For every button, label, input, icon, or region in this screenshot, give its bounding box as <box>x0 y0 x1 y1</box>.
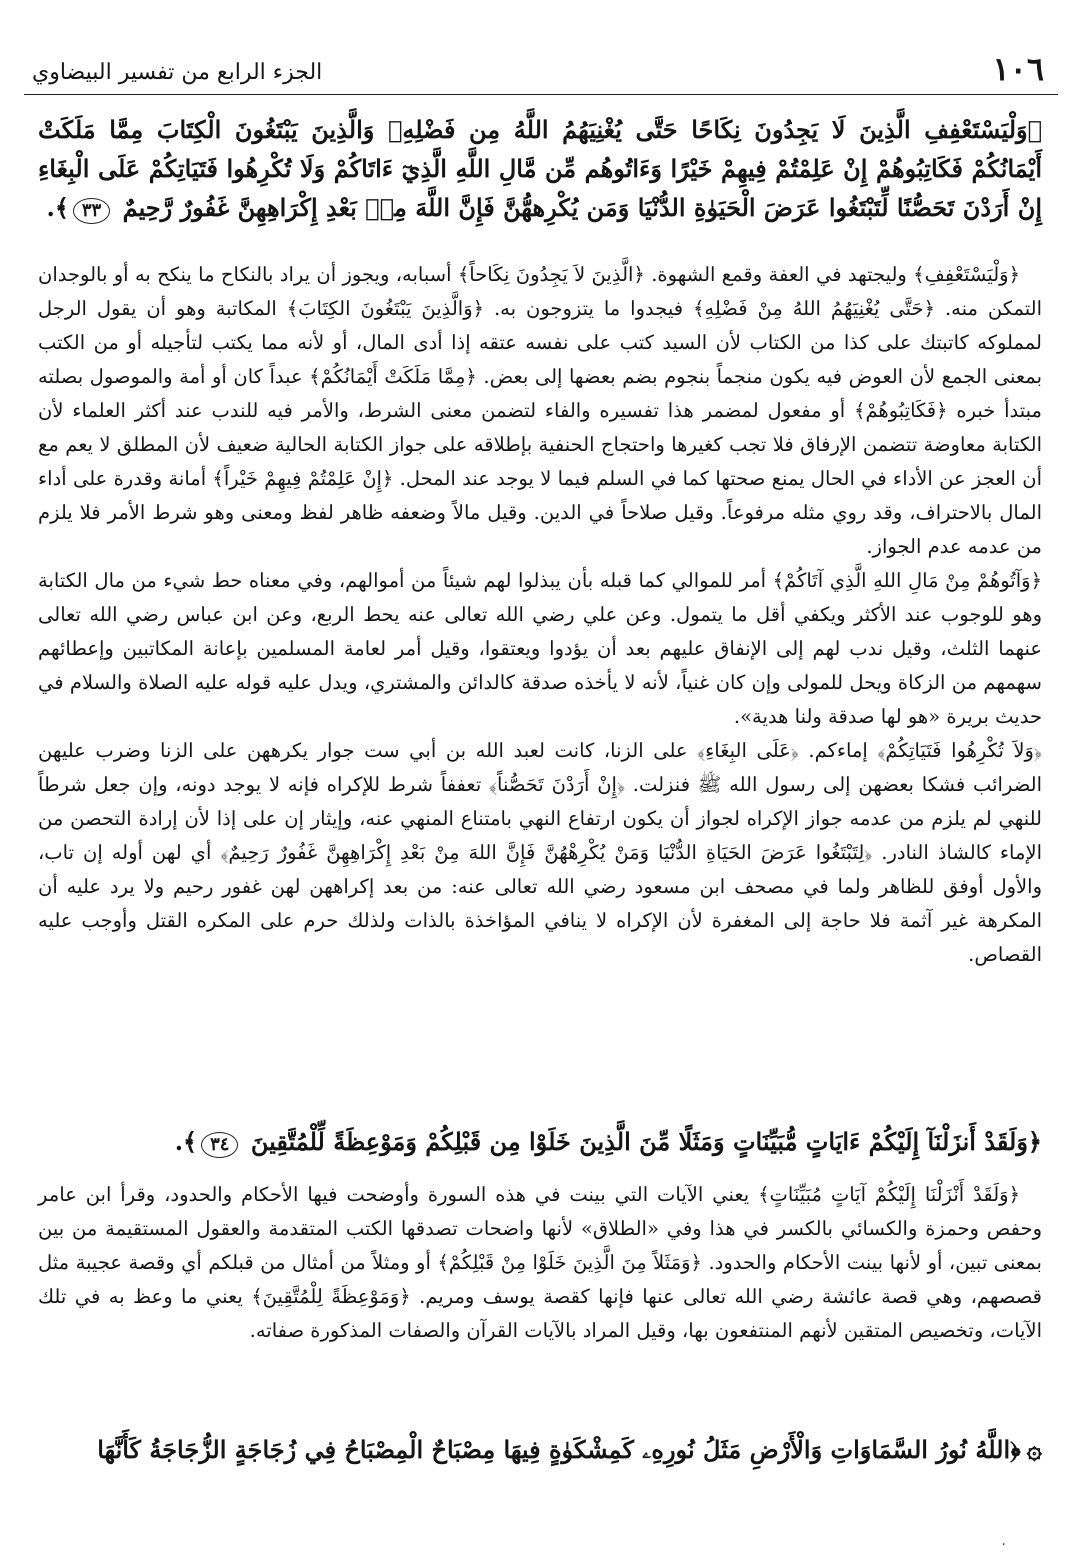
commentary-paragraph: ﴿وَلَقَدْ أَنْزَلْنَا إِلَيْكُمْ آيَاتٍ مُبَيِّنَاتٍ﴾ يعني الآيات التي بينت في هذه السورة وأوضحت فيها الأحكام والحدود، وقرأ ابن عامر وحفص وحمزة والكسائي بالكسر في هذا وفي «الطلاق» لأنها واضحات تصدقها الكتب المتقدمة والعقول المستقيمة من بين بمعنى تبين، أو لأنها بينت الأحكام والحدود. ﴿وَمَثَلاً مِنَ الَّذِينَ خَلَوْا مِنْ قَبْلِكُمْ﴾ أو ومثلاً من أمثال من قبلكم أي وقصة عجيبة مثل قصصهم، وهي قصة عائشة رضي الله تعالى عنها فإنها كقصة يوسف ومريم. ﴿وَمَوْعِظَةً لِلْمُتَّقِينَ﴾ يعني ما وعظ به في تلك الآيات، وتخصيص المتقين لأنهم المنتفعون بها، وقيل المراد بالآيات القرآن والصفات المذكورة صفاته. <box>38 1183 1042 1342</box>
verse-35 <box>38 1430 1042 1469</box>
verse-34-close: ﴾. <box>174 1127 198 1156</box>
ayah-number-marker: ٣٤ <box>201 1132 238 1158</box>
scan-mark: · <box>1001 1537 1006 1553</box>
page-number: ١٠٦ <box>992 50 1044 88</box>
commentary-34 <box>38 1178 1042 1348</box>
verse-34-text: ﴿وَلَقَدْ أَنزَلْنَآ إِلَيْكُمْ ءَايَاتٍ مُّبَيِّنَاتٍ وَمَثَلًا مِّنَ الَّذِينَ خَلَوْا مِن قَبْلِكُمْ وَمَوْعِظَةً لِّلْمُتَّقِينَ <box>250 1127 1042 1156</box>
ayah-number-marker: ٣٣ <box>73 198 110 224</box>
commentary-paragraph: ﴿وَلْيَسْتَعْفِفِ﴾ وليجتهد في العفة وقمع الشهوة. ﴿الَّذِينَ لاَ يَجِدُونَ نِكَاحاً﴾ أسبابه، ويجوز أن يراد بالنكاح ما ينكح به أو بالوجدان التمكن منه. ﴿حَتَّى يُغْنِيَهُمُ اللهُ مِنْ فَضْلِهِ﴾ فيجدوا ما يتزوجون به. ﴿وَالَّذِينَ يَبْتَغُونَ الكِتَابَ﴾ المكاتبة وهو أن يقول الرجل لمملوكه كاتبتك على كذا من الكتاب لأن السيد كتب على نفسه عتقه إذا أدى المال، أو لأنه مما يكتب لتأجيله أو من الكتب بمعنى الجمع لأن العوض فيه يكون منجماً بنجوم بضم بعضها إلى بعض. ﴿مِمَّا مَلَكَتْ أَيْمَانُكُمْ﴾ عبداً كان أو أمة والموصول بصلته مبتدأ خبره ﴿فَكَاتِبُوهُمْ﴾ أو مفعول لمضمر هذا تفسيره والفاء لتضمن معنى الشرط، والأمر فيه للندب عند أكثر العلماء لأن الكتابة معاوضة تتضمن الإرفاق فلا تجب كغيرها واحتجاج الحنفية بإطلاقه على جواز الكتابة الحالية ضعيف لأن المطلق لا يعم مع أن العجز عن الأداء في الحال يمنع صحتها كما في السلم فيما لا يوجد عند المحل. ﴿إِنْ عَلِمْتُمْ فِيهِمْ خَيْراً﴾ أمانة وقدرة على أداء المال بالاحتراف، وقد روي مثله مرفوعاً. وقيل صلاحاً في الدين. وقيل مالاً وضعفه ظاهر لفظ ومعنى وهو شرط الأمر فلا يلزم من عدمه عدم الجواز. <box>38 263 1042 558</box>
page-header <box>24 50 1058 95</box>
commentary-33 <box>38 258 1042 972</box>
hizb-ornament-icon: ۞ <box>1026 1435 1042 1465</box>
running-head: الجزء الرابع من تفسير البيضاوي <box>32 60 323 85</box>
commentary-paragraph: ﴿وَلاَ تُكْرِهُوا فَتَيَاتِكُمْ﴾ إماءكم. ﴿عَلَى البِغَاءِ﴾ على الزنا، كانت لعبد الله بن أبي ست جوار يكرههن على الزنا وضرب عليهن الضرائب فشكا بعضهن إلى رسول الله ﷺ فنزلت. ﴿إِنْ أَرَدْنَ تَحَصُّناً﴾ تعففاً شرط للإكراه فإنه لا يوجد دونه، وإن جعل شرطاً للنهي لم يلزم من عدمه جواز الإكراه لجواز أن يكون ارتفاع النهي بامتناع المنهي عنه، وإيثار إن على إذا لأن إرادة التحصن من الإماء كالشاذ النادر. ﴿لِتَبْتَغُوا عَرَضَ الحَيَاةِ الدُّنْيَا وَمَنْ يُكْرِهْهُنَّ فَإِنَّ اللهَ مِنْ بَعْدِ إِكْرَاهِهِنَّ غَفُورٌ رَحِيمٌ﴾ أي لهن أوله إن تاب، والأول أوفق للظاهر ولما في مصحف ابن مسعود رضي الله تعالى عنه: من بعد إكراههن لهن غفور رحيم ولا يرد عليه أن المكرهة غير آثمة فلا حاجة إلى المغفرة لأن الإكراه لا ينافي المؤاخذة بالذات ولذلك حرم على المكره القتل وأوجب عليه القصاص. <box>38 739 1042 966</box>
verse-33-close: ﴾. <box>46 193 69 222</box>
verse-34 <box>38 1122 1042 1161</box>
verse-35-text: ﴿اللَّهُ نُورُ السَّمَاوَاتِ وَالْأَرْضِ مَثَلُ نُورِهِۦ كَمِشْكَوٰةٍ فِيهَا مِصْبَاحٌ الْمِصْبَاحُ فِي زُجَاجَةٍ الزُّجَاجَةُ كَأَنَّهَا <box>97 1435 1021 1464</box>
commentary-paragraph: ﴿وَآتُوهُمْ مِنْ مَالِ اللهِ الَّذِي آتَاكُمْ﴾ أمر للموالي كما قبله بأن يبذلوا لهم شيئاً من أموالهم، وفي معناه حط شيء من مال الكتابة وهو للوجوب عند الأكثر ويكفي أقل ما يتمول. وعن علي رضي الله تعالى عنه يحط الربع، وعن ابن عباس رضي الله تعالى عنهما الثلث، وقيل ندب لهم إلى الإنفاق عليهم بعد أن يؤدوا ويعتقوا، وقيل أمر لعامة المسلمين بإعانة المكاتبين وإعطائهم سهمهم من الزكاة ويحل للمولى وإن كان غنياً، لأنه لا يأخذه صدقة كالدائن والمشتري، ويدل عليه قوله عليه الصلاة والسلام في حديث بريرة «هو لها صدقة ولنا هدية». <box>38 569 1042 728</box>
verse-33 <box>38 110 1042 227</box>
verse-33-text: ﴿وَلْيَسْتَعْفِفِ الَّذِينَ لَا يَجِدُونَ نِكَاحًا حَتَّى يُغْنِيَهُمُ اللَّهُ مِن فَضْلِهِۦ وَالَّذِينَ يَبْتَغُونَ الْكِتَابَ مِمَّا مَلَكَتْ أَيْمَانُكُمْ فَكَاتِبُوهُمْ إِنْ عَلِمْتُمْ فِيهِمْ خَيْرًا وَءَاتُوهُم مِّن مَّالِ اللَّهِ الَّذِيٓ ءَاتَاكُمْ وَلَا تُكْرِهُوا فَتَيَاتِكُمْ عَلَى الْبِغَاءِ إِنْ أَرَدْنَ تَحَصُّنًا لِّتَبْتَغُوا عَرَضَ الْحَيَوٰةِ الدُّنْيَا وَمَن يُكْرِههُّنَّ فَإِنَّ اللَّهَ مِنۢ بَعْدِ إِكْرَاهِهِنَّ غَفُورٌ رَّحِيمٌ <box>38 115 1042 222</box>
